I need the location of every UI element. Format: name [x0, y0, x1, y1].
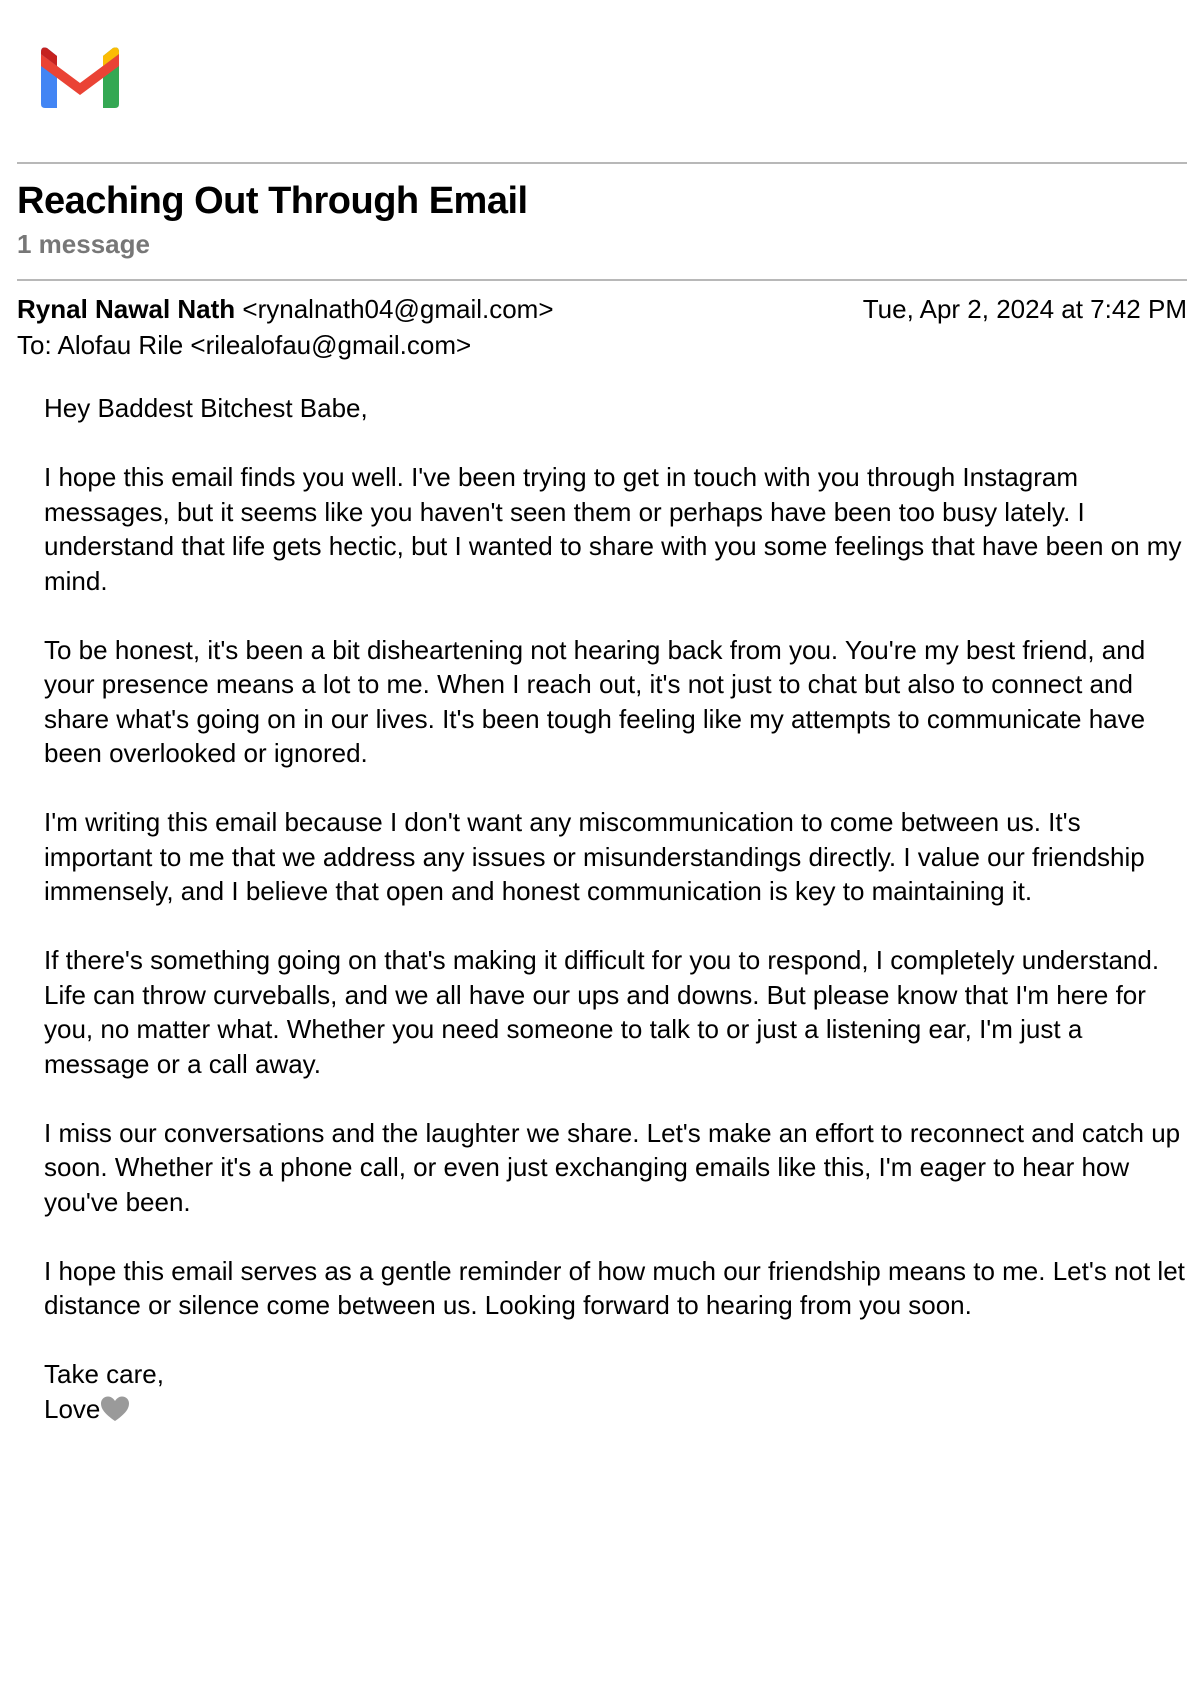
message-date: Tue, Apr 2, 2024 at 7:42 PM	[862, 294, 1187, 324]
sender-name: Rynal Nawal Nath	[17, 294, 236, 324]
message-body	[44, 391, 1187, 1426]
gmail-logo-icon	[35, 42, 125, 112]
header-divider	[17, 162, 1187, 164]
body-paragraph: To be honest, it's been a bit disheartening not hearing back from you. You're my best friend, and your presence means a lot to me. When I reach out, it's not just to chat but also to connect and share what's going on in our lives. It's been tough feeling like my attempts to communicate have been overlooked or ignored.	[44, 634, 1146, 768]
recipient-line: To: Alofau Rile <rilealofau@gmail.com>	[17, 330, 472, 360]
body-paragraph: I miss our conversations and the laughter we share. Let's make an effort to reconnect and catch up soon. Whether it's a phone call, or even just exchanging emails like this, I'm eager to hear how you've been.	[44, 1117, 1181, 1217]
body-paragraph: I'm writing this email because I don't want any miscommunication to come between us. It's important to me that we address any issues or misunderstandings directly. I value our friendship immensely, and I believe that open and honest communication is key to maintaining it.	[44, 807, 1145, 906]
signature: Love	[44, 1393, 101, 1424]
thread-divider	[17, 279, 1187, 281]
message-count: 1 message	[17, 229, 150, 259]
grey-heart-icon	[100, 1395, 130, 1423]
email-subject: Reaching Out Through Email	[17, 180, 528, 222]
signoff: Take care,	[44, 1359, 164, 1389]
body-paragraph: I hope this email serves as a gentle reminder of how much our friendship means to me. Let's not let distance or silence come between us. Looking forward to hearing from you soon.	[44, 1255, 1185, 1320]
sender-email: <rynalnath04@gmail.com>	[242, 294, 554, 324]
body-paragraph: If there's something going on that's making it difficult for you to respond, I completely understand. Life can throw curveballs, and we all have our ups and downs. But please know that I'm here for you, no matter what. Whether you need someone to talk to or just a listening ear, I'm just a message or a call away.	[44, 945, 1160, 1079]
closing	[44, 1357, 1187, 1426]
body-paragraph: I hope this email finds you well. I've been trying to get in touch with you through Instagram messages, but it seems like you haven't seen them or perhaps have been too busy lately. I understand that life gets hectic, but I wanted to share with you some feelings that have been on my mind.	[44, 462, 1182, 596]
greeting: Hey Baddest Bitchest Babe,	[44, 393, 368, 423]
sender-line	[17, 294, 554, 325]
